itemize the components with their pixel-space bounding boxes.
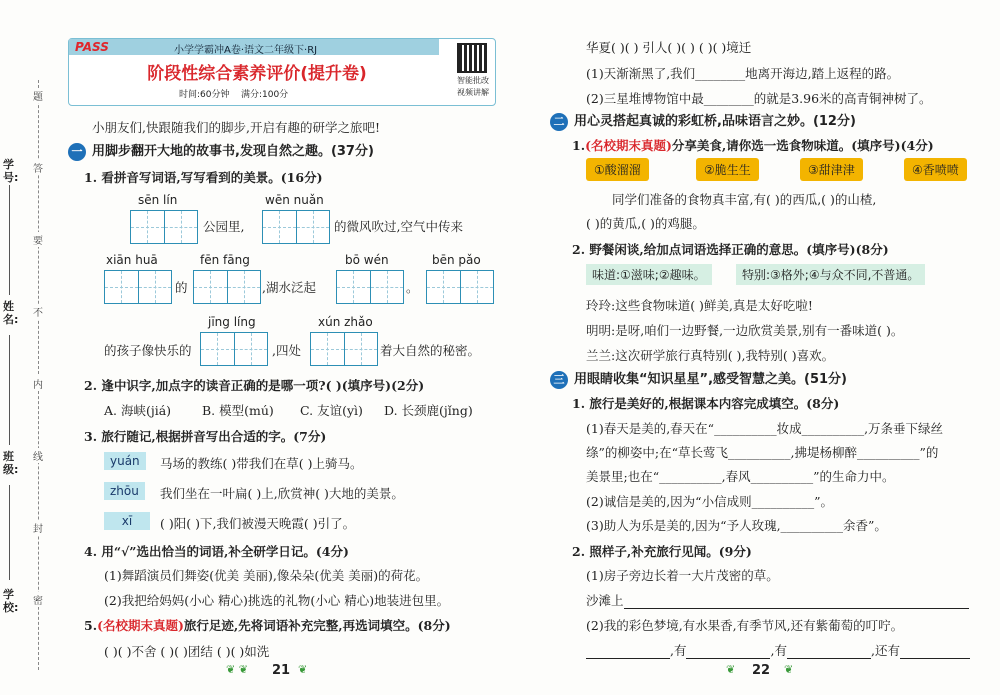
writing-grid[interactable] <box>310 332 378 366</box>
section-heading <box>550 110 856 131</box>
question-text: 旅行足迹,先将词语补充完整,再选词填空。(8分) <box>183 618 451 633</box>
exam-score: 满分:100分 <box>240 90 289 100</box>
gutter-label-school: 学校: <box>3 588 19 614</box>
section-number: 一 <box>68 143 86 161</box>
section-title: 用眼睛收集“知识星星”,感受智慧之美。(51分) <box>574 372 848 387</box>
seal-char: 不 <box>33 304 43 319</box>
question-label: 1. 看拼音写词语,写写看到的美景。(16分) <box>84 170 323 185</box>
sentence-text: 。 <box>406 280 419 295</box>
series-title: 小学学霸冲A卷·语文二年级下·RJ <box>174 45 318 56</box>
seal-char: 线 <box>33 448 43 463</box>
sentence-text: 绦”的柳姿中;在“草长莺飞__________,拂堤杨柳醉__________”的 <box>586 445 939 460</box>
leaf-icon: ❦ <box>298 663 308 676</box>
sentence-text: (1)天渐渐黑了,我们________地离开海边,踏上返程的路。 <box>586 66 900 81</box>
right-page <box>500 0 1000 695</box>
seal-char: 题 <box>33 88 43 103</box>
sentence-text: 明明:是呀,咱们一边野餐,一边欣赏美景,别有一番味道( )。 <box>586 323 904 338</box>
sentence-text: (2)我的彩色梦境,有水果香,有季节风,还有紫葡萄的叮咛。 <box>586 618 904 633</box>
exam-tag: (名校期末真题) <box>97 618 184 633</box>
gutter-label-name: 姓名: <box>3 300 19 326</box>
gutter-label-class: 班级: <box>3 450 19 476</box>
section-title: 用心灵搭起真诚的彩虹桥,品味语言之妙。(12分) <box>574 114 856 129</box>
binding-gutter <box>0 0 56 695</box>
food-option: ③甜津津 <box>800 158 863 181</box>
exam-title: 阶段性综合素养评价(提升卷) <box>147 64 367 84</box>
intro-text: 小朋友们,快跟随我们的脚步,开启有趣的研学之旅吧! <box>92 120 380 135</box>
exam-header <box>68 38 496 106</box>
sentence-text: 公园里, <box>203 219 245 234</box>
question-label <box>84 616 451 634</box>
sentence-text: 同学们准备的食物真丰富,有( )的西瓜,( )的山楂, <box>612 192 877 207</box>
gutter-line <box>9 485 10 580</box>
sentence-text: (2)三星堆博物馆中最________的就是3.96米的高青铜神树了。 <box>586 91 932 106</box>
question-label: 2. 逢中识字,加点字的读音正确的是哪一项?( )(填序号)(2分) <box>84 378 425 393</box>
writing-grid[interactable] <box>193 270 261 304</box>
sentence-text: 玲玲:这些食物味道( )鲜美,真是太好吃啦! <box>586 298 813 313</box>
qr-caption: 智能批改 <box>457 76 489 85</box>
answer-blank[interactable] <box>787 643 871 659</box>
answer-blank[interactable] <box>686 643 770 659</box>
seal-char: 封 <box>33 520 43 535</box>
sentence-text: (3)助人为乐是美的,因为“予人玫瑰,__________余香”。 <box>586 518 887 533</box>
question-label <box>572 136 934 154</box>
sentence-text: (1)房子旁边长着一大片茂密的草。 <box>586 568 779 583</box>
qr-caption: 视频讲解 <box>457 88 489 97</box>
answer-connector: ,有 <box>770 643 787 658</box>
question-text: 分享美食,请你选一选食物味道。(填序号)(4分) <box>671 138 934 153</box>
question-number: 1. <box>572 138 586 153</box>
sentence-text: 的微风吹过,空气中传来 <box>334 219 463 234</box>
section-heading <box>550 368 847 389</box>
sentence-text <box>586 641 970 659</box>
choice-option[interactable]: A. 海峡(jiá) <box>104 403 172 418</box>
seal-char: 答 <box>33 160 43 175</box>
answer-prefix: 沙滩上 <box>586 593 624 608</box>
food-option: ②脆生生 <box>696 158 759 181</box>
pinyin: bō wén <box>345 253 389 267</box>
sentence-text: 的孩子像快乐的 <box>104 343 192 358</box>
sentence-text: (1)舞蹈演员们舞姿(优美 美丽),像朵朵(优美 美丽)的荷花。 <box>104 568 429 583</box>
pass-logo: PASS <box>75 40 109 54</box>
answer-connector: ,还有 <box>870 643 900 658</box>
pinyin: wēn nuǎn <box>265 193 324 207</box>
choice-option[interactable]: B. 模型(mú) <box>202 403 274 418</box>
qr-code-icon[interactable] <box>457 43 487 73</box>
page-number: 22 <box>752 663 771 678</box>
gutter-line <box>9 335 10 445</box>
question-label: 1. 旅行是美好的,根据课本内容完成填空。(8分) <box>572 396 840 411</box>
sentence-text: 我们坐在一叶扁( )上,欣赏神( )大地的美景。 <box>160 486 404 501</box>
seal-char: 要 <box>33 232 43 247</box>
pinyin-tag: xī <box>104 512 150 530</box>
food-option: ④香喷喷 <box>904 158 967 181</box>
leaf-icon: ❦ ❦ <box>226 663 248 676</box>
sentence-text: 兰兰:这次研学旅行真特别( ),我特别( )喜欢。 <box>586 348 835 363</box>
answer-blank[interactable] <box>624 593 969 609</box>
sentence-text: (2)诚信是美的,因为“小信成则__________”。 <box>586 494 833 509</box>
sentence-text: ( )阳( )下,我们被漫天晚霞( )引了。 <box>160 516 356 531</box>
writing-grid[interactable] <box>262 210 330 244</box>
sentence-text: (2)我把给妈妈(小心 精心)挑选的礼物(小心 精心)地装进包里。 <box>104 593 450 608</box>
answer-connector: ,有 <box>670 643 687 658</box>
pinyin: xiān huā <box>106 253 158 267</box>
writing-grid[interactable] <box>200 332 268 366</box>
pinyin-tag: yuán <box>104 452 146 470</box>
pinyin: jīng líng <box>208 315 256 329</box>
question-label: 2. 野餐闲谈,给加点词语选择正确的意思。(填序号)(8分) <box>572 242 889 257</box>
food-option: ①酸溜溜 <box>586 158 649 181</box>
exam-tag: (名校期末真题) <box>585 138 672 153</box>
section-number: 三 <box>550 371 568 389</box>
answer-blank[interactable] <box>586 643 670 659</box>
sentence-text: 美景里;也在“__________,春风__________”的生命力中。 <box>586 469 895 484</box>
page-number: 21 <box>272 663 291 678</box>
pinyin: bēn pǎo <box>432 253 481 267</box>
gutter-line <box>9 185 10 295</box>
writing-grid[interactable] <box>426 270 494 304</box>
sentence-text: ,四处 <box>272 343 301 358</box>
sentence-text <box>586 591 969 609</box>
section-heading <box>68 140 374 161</box>
exam-time: 时间:60分钟 <box>179 90 230 100</box>
leaf-icon: ❦ <box>726 663 736 676</box>
gutter-label-student-no: 学号: <box>3 158 19 184</box>
pinyin: xún zhǎo <box>318 315 373 329</box>
question-label: 3. 旅行随记,根据拼音写出合适的字。(7分) <box>84 429 327 444</box>
sentence-text: 着大自然的秘密。 <box>380 343 481 358</box>
answer-blank[interactable] <box>900 643 970 659</box>
meaning-option: 特别:③格外;④与众不同,不普通。 <box>736 264 925 285</box>
sentence-text: 的 <box>175 280 188 295</box>
sentence-text: 华夏( )( ) 引人( )( ) ( )( )境迁 <box>586 40 752 55</box>
writing-grid[interactable] <box>104 270 172 304</box>
choice-option[interactable]: D. 长颈鹿(jǐng) <box>384 403 473 418</box>
leaf-icon: ❦ <box>784 663 794 676</box>
choice-option[interactable]: C. 友谊(yì) <box>300 403 363 418</box>
question-number: 5. <box>84 618 98 633</box>
seal-char: 密 <box>33 592 43 607</box>
section-number: 二 <box>550 113 568 131</box>
section-title: 用脚步翻开大地的故事书,发现自然之趣。(37分) <box>92 144 374 159</box>
meaning-option: 味道:①滋味;②趣味。 <box>586 264 712 285</box>
sentence-text: ( )( )不舍 ( )( )团结 ( )( )如洗 <box>104 644 270 659</box>
writing-grid[interactable] <box>336 270 404 304</box>
pinyin: sēn lín <box>138 193 178 207</box>
exam-meta <box>179 87 288 100</box>
seal-char: 内 <box>33 376 43 391</box>
sentence-text: 马场的教练( )带我们在草( )上骑马。 <box>160 456 363 471</box>
sentence-text: ( )的黄瓜,( )的鸡腿。 <box>586 216 705 231</box>
question-label: 4. 用“√”选出恰当的词语,补全研学日记。(4分) <box>84 544 349 559</box>
question-label: 2. 照样子,补充旅行见闻。(9分) <box>572 544 752 559</box>
pinyin-tag: zhōu <box>104 482 145 500</box>
pinyin: fēn fāng <box>200 253 250 267</box>
writing-grid[interactable] <box>130 210 198 244</box>
sentence-text: (1)春天是美的,春天在“__________妆成__________,万条垂下绿丝 <box>586 421 944 436</box>
sentence-text: ,湖水泛起 <box>262 280 316 295</box>
